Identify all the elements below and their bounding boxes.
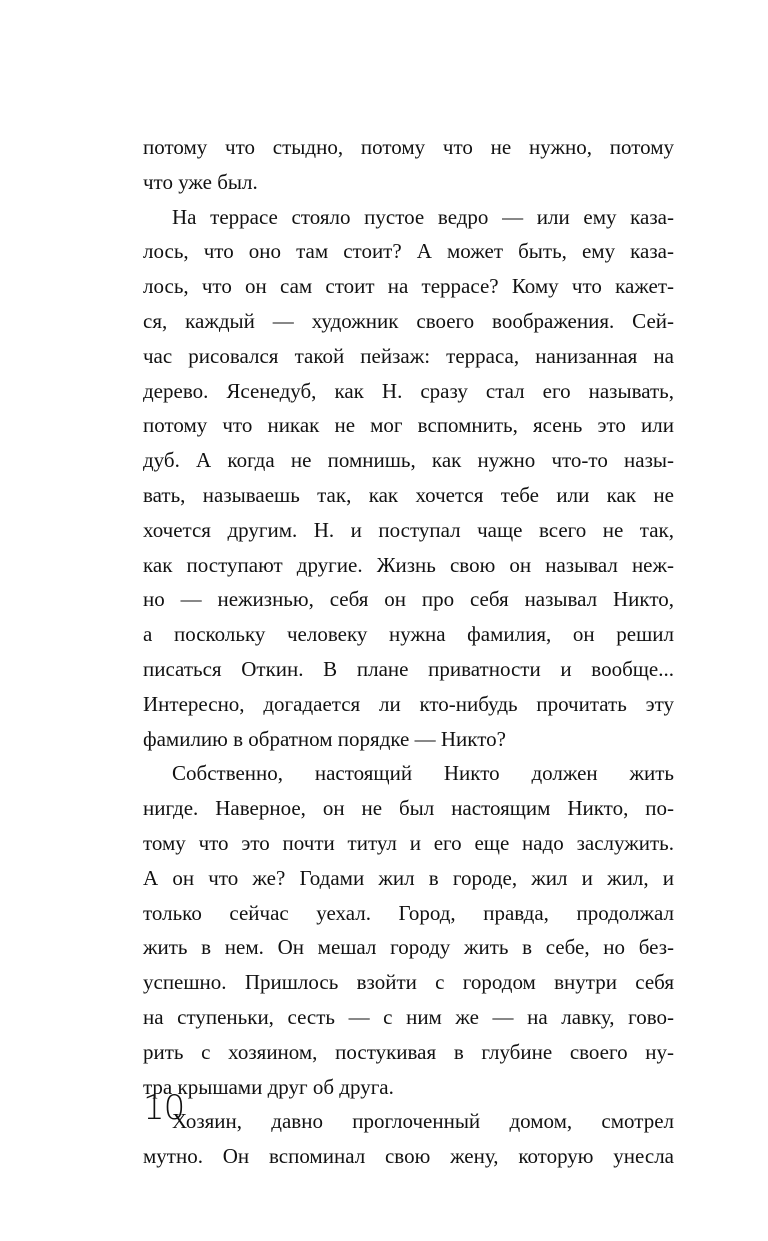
text-line: Хозяин, давно проглоченный домом, смотрел <box>172 1109 674 1134</box>
text-line: ся, каждый — художник своего воображения. Сей- <box>143 308 674 333</box>
text-line: хочется другим. Н. и поступал чаще всего не так, <box>143 517 674 542</box>
text-line: потому что стыдно, потому что не нужно, потому <box>143 135 674 159</box>
text-line: писаться Откин. В плане приватности и вообще... <box>143 656 674 681</box>
paragraph-3 <box>143 756 674 1104</box>
text-line: рить с хозяином, постукивая в глубине своего ну- <box>143 1039 674 1064</box>
text-line: фамилию в обратном порядке — Никто? <box>143 726 506 751</box>
text-line: лось, что оно там стоит? А может быть, ему каза- <box>143 239 674 264</box>
text-line: но — нежизнью, себя он про себя называл Никто, <box>143 587 674 612</box>
paragraph-4 <box>143 1104 674 1174</box>
page-number: 10 <box>143 1088 185 1128</box>
text-line: как поступают другие. Жизнь свою он называл неж- <box>143 552 674 577</box>
text-line: дерево. Ясенедуб, как Н. сразу стал его называть, <box>143 378 674 403</box>
text-line: только сейчас уехал. Город, правда, продолжал <box>143 900 674 925</box>
text-line: час рисовался такой пейзаж: терраса, нанизанная на <box>143 343 674 368</box>
paragraph-1 <box>143 130 674 200</box>
text-line: тому что это почти титул и его еще надо заслужить. <box>143 830 674 855</box>
text-line: а поскольку человеку нужна фамилия, он решил <box>143 622 674 647</box>
text-line: мутно. Он вспоминал свою жену, которую унесла <box>143 1144 674 1169</box>
text-line: потому что никак не мог вспомнить, ясень это или <box>143 413 674 438</box>
text-line: жить в нем. Он мешал городу жить в себе, но без- <box>143 935 674 960</box>
text-line: вать, называешь так, как хочется тебе или как не <box>143 482 674 507</box>
text-line: на ступеньки, сесть — с ним же — на лавку, гово- <box>143 1004 674 1029</box>
text-line: что уже был. <box>143 169 258 194</box>
text-line: Интересно, догадается ли кто-нибудь прочитать эту <box>143 691 674 716</box>
text-line: дуб. А когда не помнишь, как нужно что-то назы- <box>143 448 674 473</box>
paragraph-2 <box>143 200 674 757</box>
text-line: успешно. Пришлось взойти с городом внутри себя <box>143 970 674 995</box>
book-page-text <box>143 130 674 1174</box>
text-line: Собственно, настоящий Никто должен жить <box>172 761 674 786</box>
text-line: На террасе стояло пустое ведро — или ему каза- <box>172 204 674 229</box>
text-line: лось, что он сам стоит на террасе? Кому что кажет- <box>143 274 674 299</box>
text-line: нигде. Наверное, он не был настоящим Никто, по- <box>143 796 674 821</box>
text-line: А он что же? Годами жил в городе, жил и жил, и <box>143 865 674 890</box>
text-line: тра крышами друг об друга. <box>143 1074 394 1099</box>
